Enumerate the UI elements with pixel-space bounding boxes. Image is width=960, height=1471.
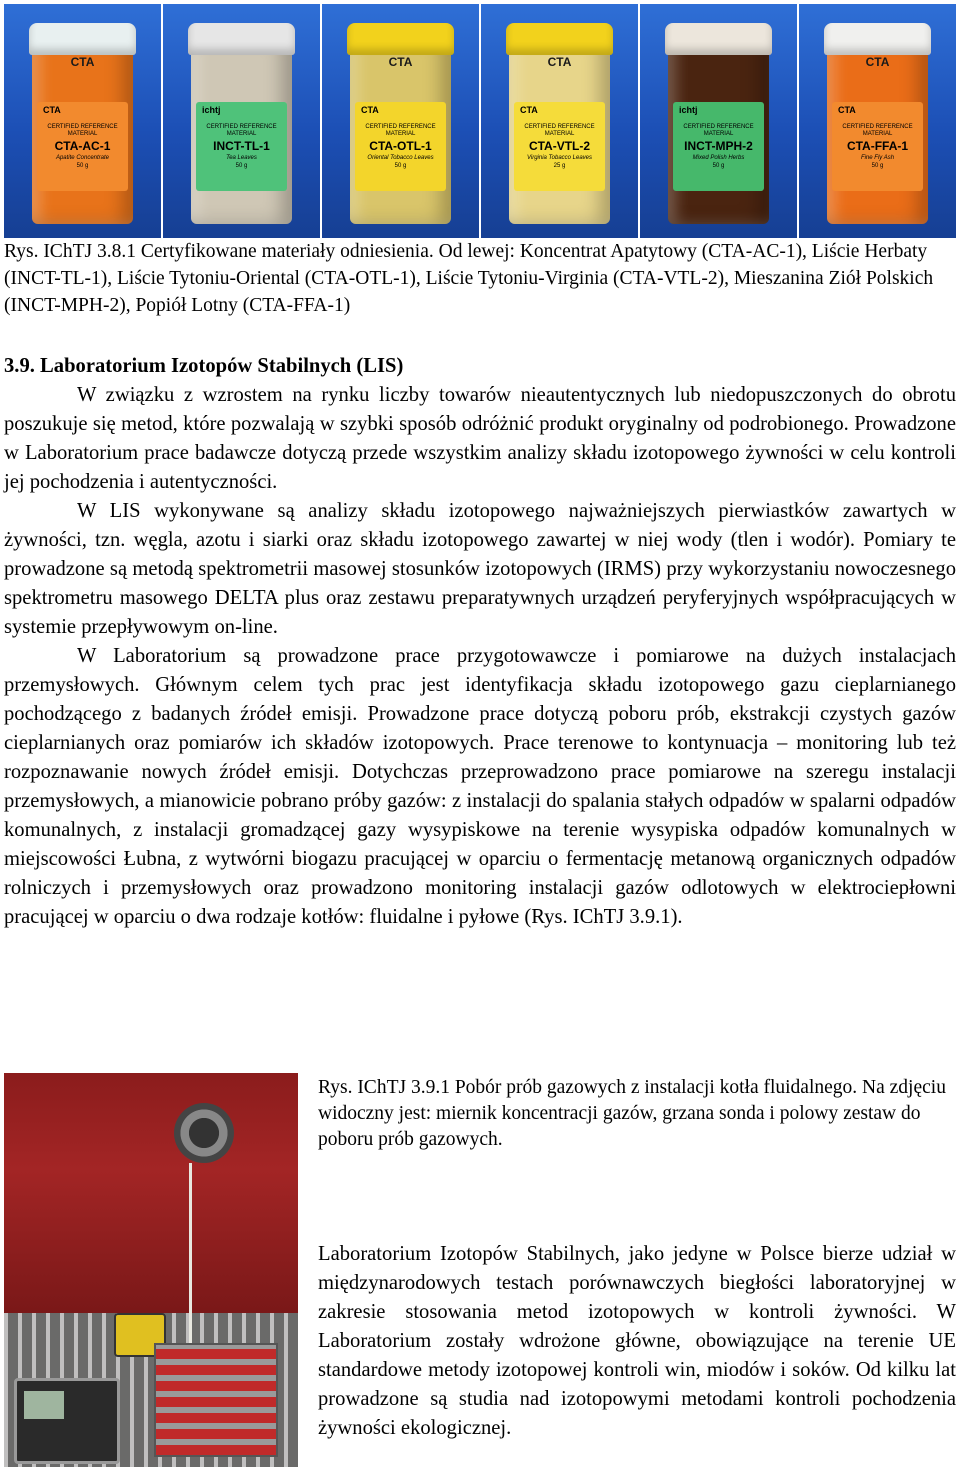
boiler-wall bbox=[4, 1073, 298, 1313]
jar-label bbox=[37, 102, 128, 191]
reference-materials-photo-strip bbox=[4, 4, 956, 238]
jar-cap bbox=[347, 23, 454, 56]
photo-jar bbox=[640, 4, 797, 238]
cap-brand: CTA bbox=[388, 55, 413, 70]
section-heading: 3.9. Laboratorium Izotopów Stabilnych (LIS) bbox=[4, 355, 404, 377]
jar-label bbox=[196, 102, 287, 191]
label-mass: 50 g bbox=[871, 162, 884, 169]
jar-cap bbox=[506, 23, 613, 56]
label-mass: 25 g bbox=[553, 162, 566, 169]
paragraph: W Laboratorium są prowadzone prace przygotowawcze i pomiarowe na dużych instalacjach przemysłowych. Głównym celem tych prac jest identyfikacja składu izotopowego gazu cieplarnianego pochodzącego z badanych źródeł emisji. Prowadzone prace dotyczą poboru prób, ekstrakcji czystych gazów cieplarnianych oraz pomiarów ich składów izotopowych. Prace terenowe to kontynuacja – monitoring lub też rozpoznawanie nowych źródeł emisji. Dotychczas przeprowadzono prace pomiarowe na szeregu instalacji przemysłowych, a mianowicie pobrano próby gazów: z instalacji do spalania stałych odpadów w spalarni odpadów komunalnych, z instalacji gromadzącej gazy wysypiskowe na terenie wysypiska odpadów komunalnych w miejscowości Łubna, z wytwórni biogazu pracującej w oparciu o fermentację metanową organicznych odpadów rolniczych i przemysłowych oraz prowadzono monitoring instalacji gazów odlotowych w elektrociepłowni pracującej w oparciu o dwa rodzaje kotłów: fluidalne i pyłowe (Rys. IChTJ 3.9.1). bbox=[4, 645, 956, 928]
paragraph: W związku z wzrostem na rynku liczby towarów nieautentycznych lub niedopuszczonych do obrotu poszukuje się metod, które pozwalają w szybki sposób odróżnić produkt oryginalny od podrobionego. Prowadzone w Laboratorium prace badawcze dotyczą przede wszystkim analizy składu izotopowego żywności w celu kontroli jej pochodzenia i autentyczności. bbox=[4, 384, 956, 493]
heated-probe-line bbox=[189, 1163, 192, 1343]
cap-brand: CTA bbox=[865, 55, 890, 70]
side-paragraph: Laboratorium Izotopów Stabilnych, jako jedyne w Polsce bierze udział w międzynarodowych testach porównawczych biegłości laboratoryjnej w zakresie stosowania metod izotopowych w kontroli żywności. W Laboratorium zostały wdrożone główne, obowiązujące na terenie UE standardowe metody izotopowej kontroli win, miodów i soków. Od kilku lat prowadzone są studia nad izotopowymi metodami kontroli pochodzenia żywności ekologicznej. bbox=[318, 1243, 956, 1439]
cap-brand: CTA bbox=[70, 55, 95, 70]
jar-cap bbox=[824, 23, 931, 56]
jar-cap bbox=[29, 23, 136, 56]
jar-label bbox=[514, 102, 605, 191]
photo-jar bbox=[799, 4, 956, 238]
label-cert: CERTIFIED REFERENCE MATERIAL bbox=[683, 124, 754, 137]
gas-sampling-photo bbox=[4, 1073, 298, 1467]
paragraph: W LIS wykonywane są analizy składu izotopowego najważniejszych pierwiastków zawartych w żywności, tzn. węgla, azotu i siarki oraz składu izotopowego zawartej w niej wody (tlen i wodór). Pomiary te prowadzone są metodą spektrometrii masowej stosunków izotopowych (IRMS) przy wykorzystaniu nowoczesnego spektrometru masowego DELTA plus oraz zestawu preparatywnych urządzeń peryferyjnych współpracujących w systemie przepływowym on-line. bbox=[4, 500, 956, 638]
section-body bbox=[4, 381, 956, 932]
jar-cap bbox=[188, 23, 295, 56]
label-code: CTA-OTL-1 bbox=[369, 138, 432, 153]
jar-cap bbox=[665, 23, 772, 56]
label-sub: Mixed Polish Herbs bbox=[692, 154, 745, 161]
label-brand: CTA bbox=[519, 105, 538, 116]
photo-jar bbox=[4, 4, 161, 238]
label-cert: CERTIFIED REFERENCE MATERIAL bbox=[206, 124, 277, 137]
label-sub: Virginia Tobacco Leaves bbox=[526, 154, 593, 161]
sampling-kit bbox=[154, 1343, 278, 1457]
label-mass: 50 g bbox=[394, 162, 407, 169]
figure-1-caption: Rys. IChTJ 3.8.1 Certyfikowane materiały odniesienia. Od lewej: Koncentrat Apatytowy (CTA-AC-1), Liście Herbaty (INCT-TL-1), Liście Tytoniu-Oriental (CTA-OTL-1), Liście Tytoniu-Virginia (CTA-VTL-2), Mieszanina Ziół Polskich (INCT-MPH-2), Popiół Lotny (CTA-FFA-1) bbox=[4, 241, 934, 316]
photo-jar bbox=[322, 4, 479, 238]
label-code: CTA-VTL-2 bbox=[528, 138, 591, 153]
photo-jar bbox=[481, 4, 638, 238]
label-cert: CERTIFIED REFERENCE MATERIAL bbox=[524, 124, 595, 137]
photo-jar bbox=[163, 4, 320, 238]
label-brand: CTA bbox=[837, 105, 856, 116]
label-mass: 50 g bbox=[235, 162, 248, 169]
sampling-port bbox=[174, 1103, 234, 1163]
label-code: CTA-FFA-1 bbox=[846, 138, 909, 153]
jar-label bbox=[832, 102, 923, 191]
label-sub: Oriental Tobacco Leaves bbox=[367, 154, 434, 161]
label-sub: Tea Leaves bbox=[226, 154, 257, 161]
jar-label bbox=[673, 102, 764, 191]
label-sub: Fine Fly Ash bbox=[860, 154, 895, 161]
label-brand: ichtj bbox=[201, 105, 221, 116]
label-sub: Apatite Concentrate bbox=[55, 154, 110, 161]
label-code: INCT-MPH-2 bbox=[684, 138, 753, 153]
label-mass: 50 g bbox=[76, 162, 89, 169]
label-mass: 50 g bbox=[712, 162, 725, 169]
label-cert: CERTIFIED REFERENCE MATERIAL bbox=[365, 124, 436, 137]
figure-2-caption: Rys. IChTJ 3.9.1 Pobór prób gazowych z instalacji kotła fluidalnego. Na zdjęciu widoczny jest: miernik koncentracji gazów, grzana sonda i polowy zestaw do poboru prób gazowych. bbox=[318, 1077, 946, 1150]
analyzer-screen bbox=[24, 1391, 64, 1419]
label-brand: CTA bbox=[360, 105, 379, 116]
cap-brand: CTA bbox=[547, 55, 572, 70]
label-code: INCT-TL-1 bbox=[213, 138, 270, 153]
label-code: CTA-AC-1 bbox=[54, 138, 111, 153]
label-cert: CERTIFIED REFERENCE MATERIAL bbox=[842, 124, 913, 137]
label-brand: CTA bbox=[42, 105, 61, 116]
label-brand: ichtj bbox=[678, 105, 698, 116]
label-cert: CERTIFIED REFERENCE MATERIAL bbox=[47, 124, 118, 137]
jar-label bbox=[355, 102, 446, 191]
